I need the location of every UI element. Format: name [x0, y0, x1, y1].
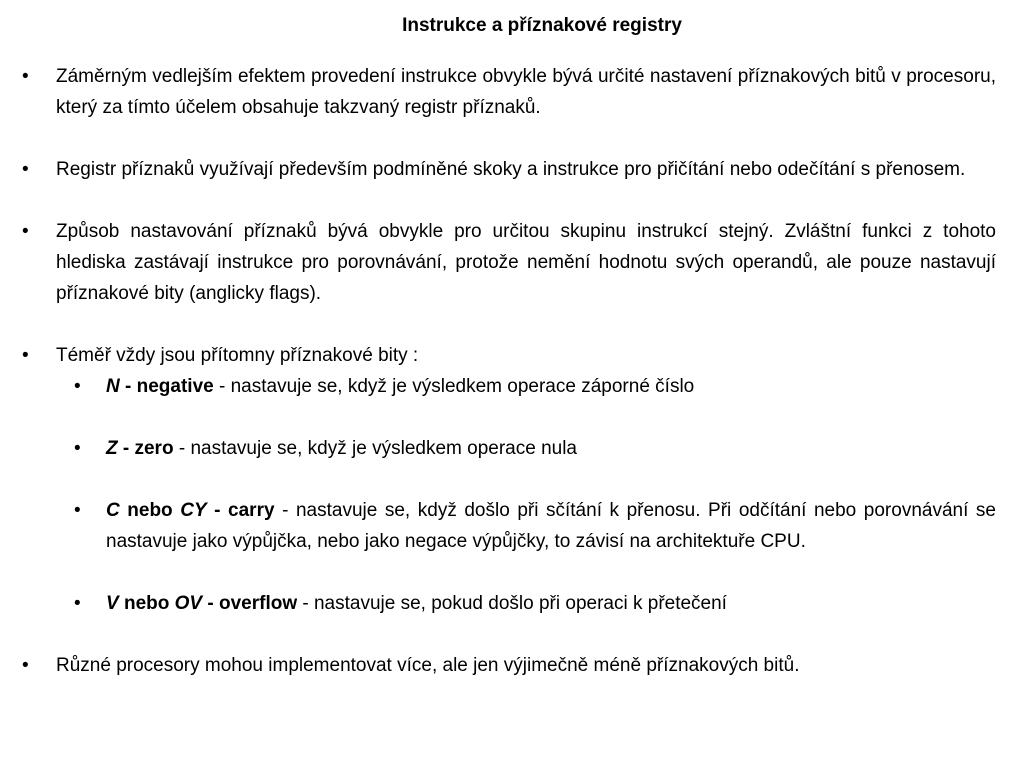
flag-name: - zero: [117, 438, 174, 459]
bullet-paragraph-closing: [22, 650, 996, 681]
flag-symbol-alt: CY: [180, 500, 207, 521]
flag-description: - nastavuje se, když došlo při sčítání k přenosu. Při odčítání nebo porovnávání se nastavuje jako výpůjčka, nebo jako negace výpůjčky, to závisí na architektuře CPU.: [106, 500, 996, 552]
bullet-icon: •: [22, 655, 29, 676]
paragraph-text: Téměř vždy jsou přítomny příznakové bity :: [56, 345, 419, 366]
paragraph-text: Způsob nastavování příznaků bývá obvykle pro určitou skupinu instrukcí stejný. Zvláštní funkci z tohoto hlediska zastávají instrukce pro porovnávání, protože nemění hodnotu svých operandů, ale pouze nastavují příznakové bity (anglicky flags).: [56, 221, 996, 304]
flag-connector: nebo: [118, 593, 175, 614]
bullet-icon: •: [22, 159, 29, 180]
flag-term: [106, 376, 214, 397]
bullet-icon: •: [74, 500, 81, 521]
flag-symbol: V: [106, 593, 119, 614]
paragraph-text: Registr příznaků využívají především podmíněné skoky a instrukce pro přičítání nebo odečítání s přenosem.: [56, 159, 966, 180]
flag-name: - negative: [119, 376, 214, 397]
flag-item-negative: [22, 371, 996, 402]
bullet-icon: •: [74, 376, 81, 397]
flag-symbol: N: [106, 376, 120, 397]
flag-name: - carry: [206, 500, 275, 521]
flag-description: - nastavuje se, když je výsledkem operace záporné číslo: [213, 376, 695, 397]
slide-title: Instrukce a příznakové registry: [402, 15, 682, 36]
flag-name: - overflow: [202, 593, 298, 614]
bullet-icon: •: [74, 593, 81, 614]
bullet-paragraph: [22, 340, 996, 371]
flag-item-carry: [22, 495, 996, 557]
flag-symbol-alt: OV: [174, 593, 203, 614]
flag-symbol: Z: [106, 438, 118, 459]
bullet-icon: •: [22, 66, 29, 87]
flag-connector: nebo: [119, 500, 181, 521]
flag-symbol: C: [106, 500, 120, 521]
bullet-icon: •: [22, 345, 29, 366]
bullet-paragraph: [22, 154, 996, 185]
flag-item-overflow: [22, 588, 996, 619]
paragraph-text: Různé procesory mohou implementovat více, ale jen výjimečně méně příznakových bitů.: [56, 655, 800, 676]
flag-term: [106, 438, 174, 459]
flag-description: - nastavuje se, pokud došlo při operaci k přetečení: [297, 593, 727, 614]
slide-content: [22, 61, 996, 681]
flag-term: [106, 593, 297, 614]
paragraph-text: Záměrným vedlejším efektem provedení instrukce obvykle bývá určité nastavení příznakových bitů v procesoru, který za tímto účelem obsahuje takzvaný registr příznaků.: [56, 66, 996, 118]
bullet-paragraph: [22, 61, 996, 123]
flag-description: - nastavuje se, když je výsledkem operace nula: [173, 438, 577, 459]
flag-term: [106, 500, 275, 521]
flag-item-zero: [22, 433, 996, 464]
bullet-paragraph: [22, 216, 996, 309]
bullet-icon: •: [22, 221, 29, 242]
bullet-icon: •: [74, 438, 81, 459]
